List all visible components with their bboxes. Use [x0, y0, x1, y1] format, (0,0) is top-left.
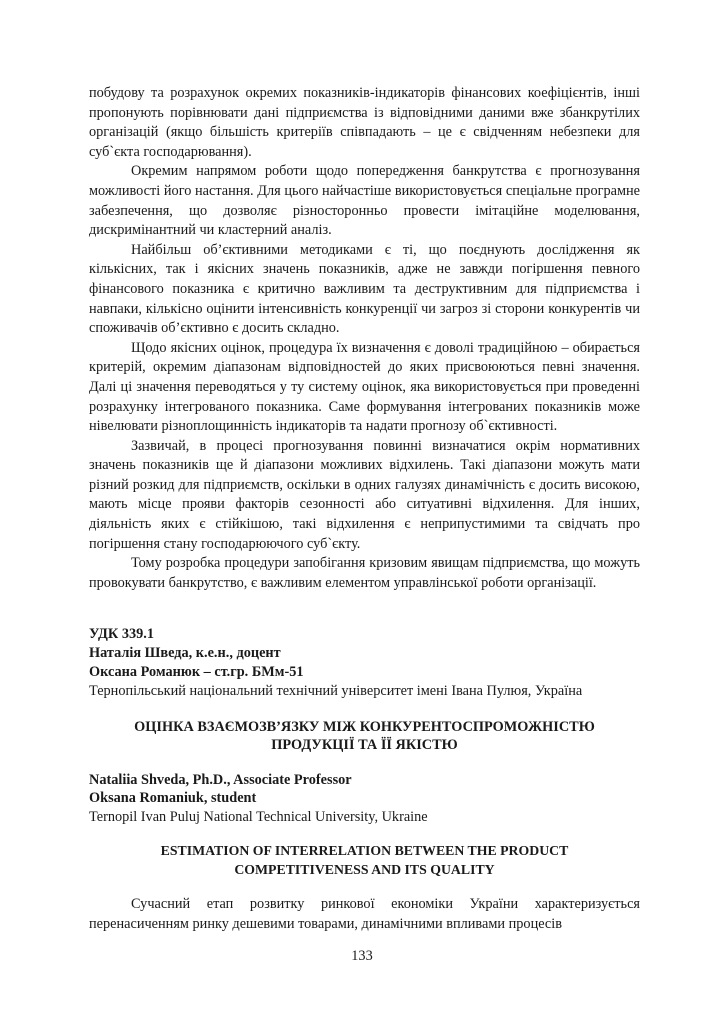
- affiliation-en: Ternopil Ivan Puluj National Technical University, Ukraine: [89, 809, 428, 826]
- title-uk-line-2: ПРОДУКЦІЇ ТА ЇЇ ЯКІСТЮ: [271, 737, 458, 754]
- udk-code: УДК 339.1: [89, 626, 154, 643]
- title-en-line-1: ESTIMATION OF INTERRELATION BETWEEN THE PRODUCT: [160, 843, 569, 859]
- affiliation-uk: Тернопільський національний технічний університет імені Івана Пулюя, Україна: [89, 682, 583, 699]
- author-1-uk: Наталія Шведа, к.е.н., доцент: [89, 645, 281, 662]
- intro-paragraph: Сучасний етап розвитку ринкової економіки України характеризується перенасиченням ринку дешевими товарами, динамічними впливами процесів: [89, 896, 640, 932]
- body-paragraph-5: Зазвичай, в процесі прогнозування повинні визначатися окрім нормативних значень показників ще й діапазони можливих відхилень. Такі діапазони можуть мати різний розкид для підприємств, оскільки в одних галузях динамічність є досить високою, мають місце прояви факторів сезонності або ситуативні відхилення. Для інших, діяльність яких є стійкішою, такі відхилення є неприпустимими та свідчать про погіршення стану господарюючого суб`єкту.: [89, 437, 640, 552]
- title-uk-line-1: ОЦІНКА ВЗАЄМОЗВ’ЯЗКУ МІЖ КОНКУРЕНТОСПРОМОЖНІСТЮ: [134, 718, 595, 735]
- article-header-en: [89, 771, 640, 827]
- article-title-uk: [89, 718, 640, 755]
- author-2-en: Oksana Romaniuk, student: [89, 790, 257, 807]
- body-paragraph-3: Найбільш об’єктивними методиками є ті, що поєднують дослідження як кількісних, так і якісних значень показників, адже не завжди погіршення певного фінансового показника є критично важливим та деструктивним для підприємства і навпаки, кількісно оцінити інтенсивність конкуренції чи загроз зі сторони конкурентів чи споживачів об’єктивно є досить складно.: [89, 241, 640, 337]
- author-2-uk: Оксана Романюк – ст.гр. БМм-51: [89, 664, 304, 681]
- body-paragraph-6: Тому розробка процедури запобігання кризовим явищам підприємства, що можуть провокувати банкрутство, є важливим елементом управлінської роботи організації.: [89, 555, 640, 591]
- title-en-line-2: COMPETITIVENESS AND ITS QUALITY: [234, 861, 495, 877]
- page-number: 133: [351, 948, 373, 964]
- page-content: [89, 84, 640, 934]
- body-paragraph-4: Щодо якісних оцінок, процедура їх визначення є доволі традиційною – обирається критерій, окремим діапазонам відповідностей до яких присвоюються певні значення. Далі ці значення переводяться у ту систему оцінок, яка використовується при проведенні розрахунку інтегрованого показника. Саме формування інтегрованих показників може нівелювати різноплощинність індикаторів та надати прогнозу об`єктивності.: [89, 339, 640, 435]
- article-title-en: [89, 842, 640, 879]
- body-paragraph-2: Окремим напрямом роботи щодо попередження банкрутства є прогнозування можливості його настання. Для цього найчастіше використовується спеціальне програмне забезпечення, що дозволяє різносторонньо провести імітаційне моделювання, дискримінантний чи кластерний аналіз.: [89, 163, 640, 239]
- article-header-uk: [89, 625, 640, 700]
- body-paragraph-1: побудову та розрахунок окремих показників-індикаторів фінансових коефіцієнтів, інші пропонують порівнювати дані підприємства із відповідними даними вже збанкрутілих організацій (якщо більшість критеріїв співпадають – це є свідченням небезпеки для суб`єкта господарювання).: [89, 85, 640, 160]
- author-1-en: Nataliia Shveda, Ph.D., Associate Professor: [89, 771, 352, 788]
